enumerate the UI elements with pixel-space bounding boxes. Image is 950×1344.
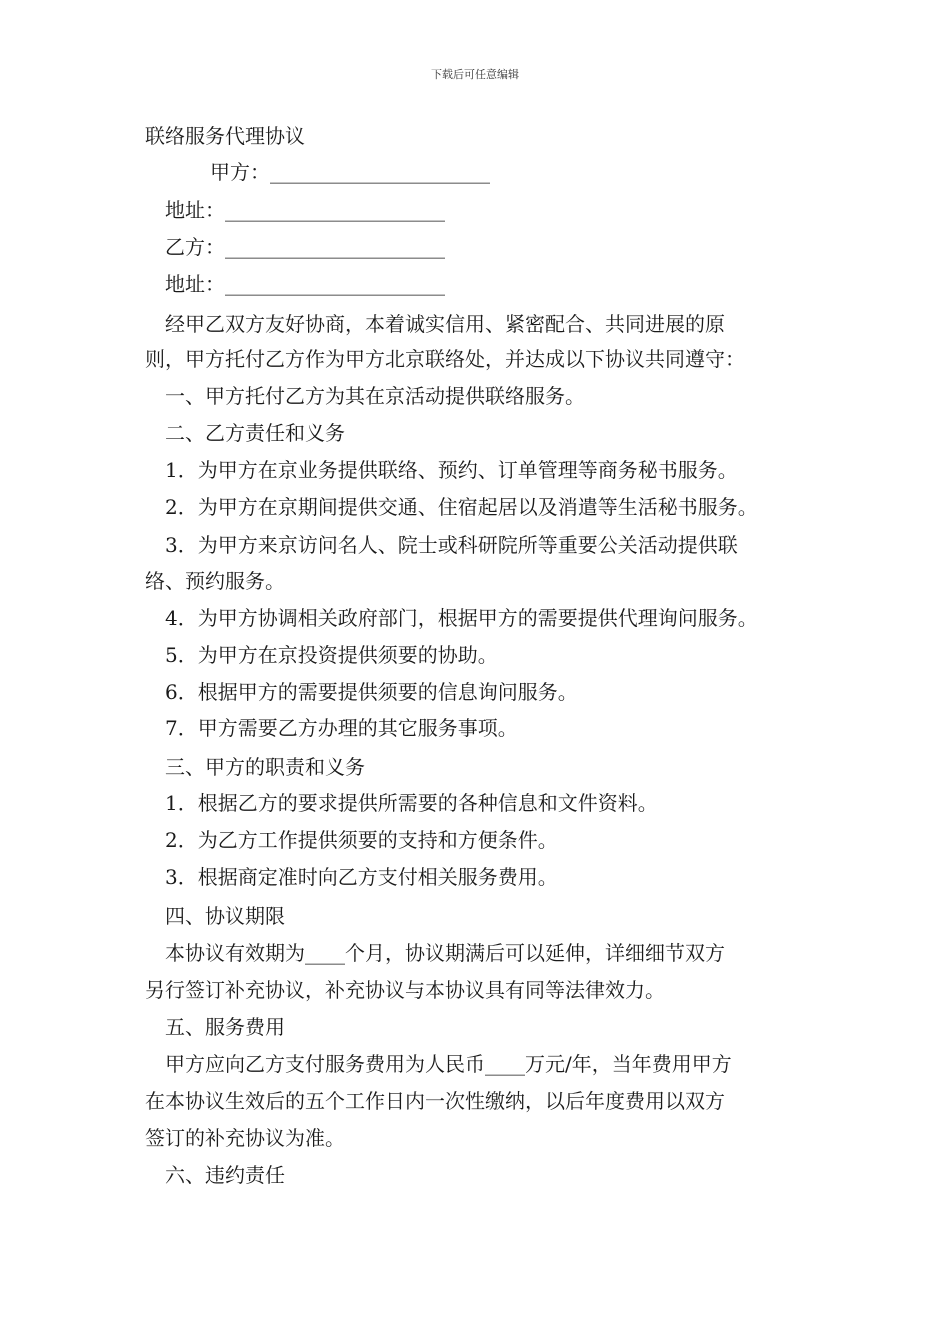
section-4-heading: 四、协议期限 <box>165 904 285 928</box>
clause-2-2: 2．为甲方在京期间提供交通、住宿起居以及消遣等生活秘书服务。 <box>165 495 758 519</box>
section-2-heading: 二、乙方责任和义务 <box>165 421 345 445</box>
party-a-address-field: 地址：______________________ <box>165 198 445 222</box>
page-header: 下载后可任意编辑 <box>431 68 519 81</box>
term-line-2: 另行签订补充协议，补充协议与本协议具有同等法律效力。 <box>145 978 665 1002</box>
clause-3-1: 1．根据乙方的要求提供所需要的各种信息和文件资料。 <box>165 791 658 815</box>
clause-2-7: 7．甲方需要乙方办理的其它服务事项。 <box>165 716 518 740</box>
clause-2-3-line-2: 络、预约服务。 <box>145 569 285 593</box>
preamble-line-2: 则，甲方托付乙方作为甲方北京联络处，并达成以下协议共同遵守： <box>145 347 745 371</box>
term-line-1: 本协议有效期为____个月，协议期满后可以延伸，详细细节双方 <box>165 941 725 965</box>
section-6-heading: 六、违约责任 <box>165 1163 285 1187</box>
clause-2-5: 5．为甲方在京投资提供须要的协助。 <box>165 643 498 667</box>
clause-2-1: 1．为甲方在京业务提供联络、预约、订单管理等商务秘书服务。 <box>165 458 738 482</box>
party-a-field: 甲方：______________________ <box>210 160 490 184</box>
party-b-field: 乙方：______________________ <box>165 235 445 259</box>
preamble-line-1: 经甲乙双方友好协商，本着诚实信用、紧密配合、共同进展的原 <box>165 312 725 336</box>
fee-line-2: 在本协议生效后的五个工作日内一次性缴纳，以后年度费用以双方 <box>145 1089 725 1113</box>
clause-2-6: 6．根据甲方的需要提供须要的信息询问服务。 <box>165 680 578 704</box>
clause-3-3: 3．根据商定准时向乙方支付相关服务费用。 <box>165 865 558 889</box>
document-title: 联络服务代理协议 <box>145 124 305 148</box>
clause-3-2: 2．为乙方工作提供须要的支持和方便条件。 <box>165 828 558 852</box>
clause-2-4: 4．为甲方协调相关政府部门，根据甲方的需要提供代理询问服务。 <box>165 606 758 630</box>
fee-line-1: 甲方应向乙方支付服务费用为人民币____万元/年，当年费用甲方 <box>165 1052 732 1076</box>
section-5-heading: 五、服务费用 <box>165 1015 285 1039</box>
party-b-address-field: 地址：______________________ <box>165 272 445 296</box>
fee-line-3: 签订的补充协议为准。 <box>145 1126 345 1150</box>
section-3-heading: 三、甲方的职责和义务 <box>165 755 365 779</box>
section-1: 一、甲方托付乙方为其在京活动提供联络服务。 <box>165 384 585 408</box>
clause-2-3-line-1: 3．为甲方来京访问名人、院士或科研院所等重要公关活动提供联 <box>165 533 738 557</box>
